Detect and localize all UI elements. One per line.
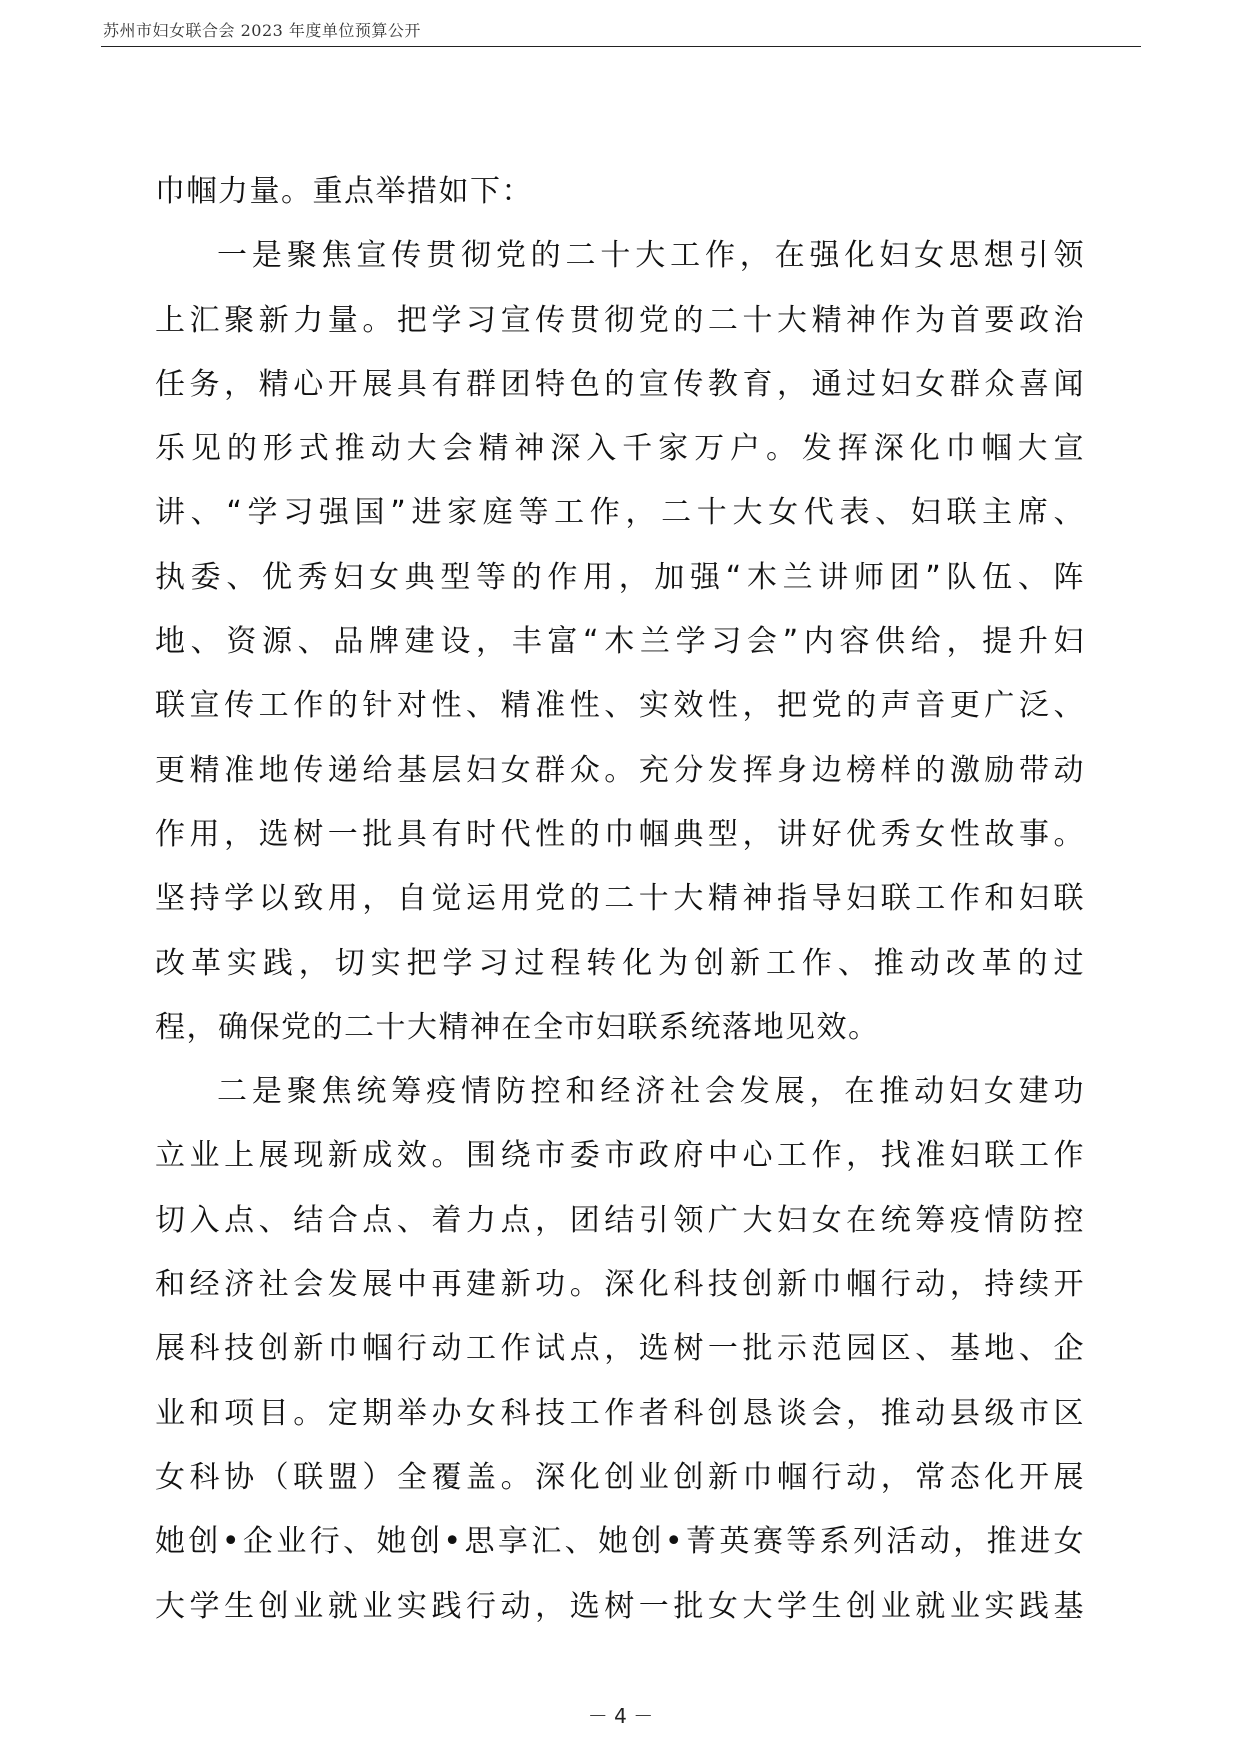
text-line: 讲、“学习强国”进家庭等工作，二十大女代表、妇联主席、	[155, 495, 1085, 531]
text-line: 二是聚焦统筹疫情防控和经济社会发展，在推动妇女建功	[217, 1074, 1085, 1110]
text-line: 程，确保党的二十大精神在全市妇联系统落地见效。	[155, 1009, 880, 1045]
text-line: 任务，精心开展具有群团特色的宣传教育，通过妇女群众喜闻	[155, 366, 1085, 402]
text-line: 更精准地传递给基层妇女群众。充分发挥身边榜样的激励带动	[155, 752, 1085, 788]
text-line: 上汇聚新力量。把学习宣传贯彻党的二十大精神作为首要政治	[155, 302, 1085, 338]
text-line: 大学生创业就业实践行动，选树一批女大学生创业就业实践基	[155, 1588, 1085, 1624]
text-line: 巾帼力量。重点举措如下：	[155, 174, 533, 209]
text-line: 地、资源、品牌建设，丰富“木兰学习会”内容供给，提升妇	[155, 624, 1085, 660]
text-line: 她创•企业行、她创•思享汇、她创•菁英赛等系列活动，推进女	[155, 1524, 1085, 1560]
text-line: 联宣传工作的针对性、精准性、实效性，把党的声音更广泛、	[155, 688, 1085, 724]
text-line: 业和项目。定期举办女科技工作者科创恳谈会，推动县级市区	[155, 1395, 1085, 1431]
text-line: 和经济社会发展中再建新功。深化科技创新巾帼行动，持续开	[155, 1267, 1085, 1303]
text-line: 一是聚焦宣传贯彻党的二十大工作，在强化妇女思想引领	[217, 238, 1085, 274]
page-number: － 4 －	[587, 1704, 654, 1728]
document-title: 苏州市妇女联合会 2023 年度单位预算公开	[103, 21, 421, 40]
text-line: 女科协（联盟）全覆盖。深化创业创新巾帼行动，常态化开展	[155, 1459, 1085, 1495]
text-line: 坚持学以致用，自觉运用党的二十大精神指导妇联工作和妇联	[155, 881, 1085, 917]
text-line: 立业上展现新成效。围绕市委市政府中心工作，找准妇联工作	[155, 1138, 1085, 1174]
text-line: 改革实践，切实把学习过程转化为创新工作、推动改革的过	[155, 945, 1085, 981]
text-line: 作用，选树一批具有时代性的巾帼典型，讲好优秀女性故事。	[155, 816, 1085, 852]
text-line: 切入点、结合点、着力点，团结引领广大妇女在统筹疫情防控	[155, 1202, 1085, 1238]
text-line: 展科技创新巾帼行动工作试点，选树一批示范园区、基地、企	[155, 1331, 1085, 1367]
text-line: 乐见的形式推动大会精神深入千家万户。发挥深化巾帼大宣	[155, 431, 1085, 467]
body-text	[155, 160, 1085, 1639]
running-header	[101, 14, 1141, 47]
text-line: 执委、优秀妇女典型等的作用，加强“木兰讲师团”队伍、阵	[155, 559, 1085, 595]
